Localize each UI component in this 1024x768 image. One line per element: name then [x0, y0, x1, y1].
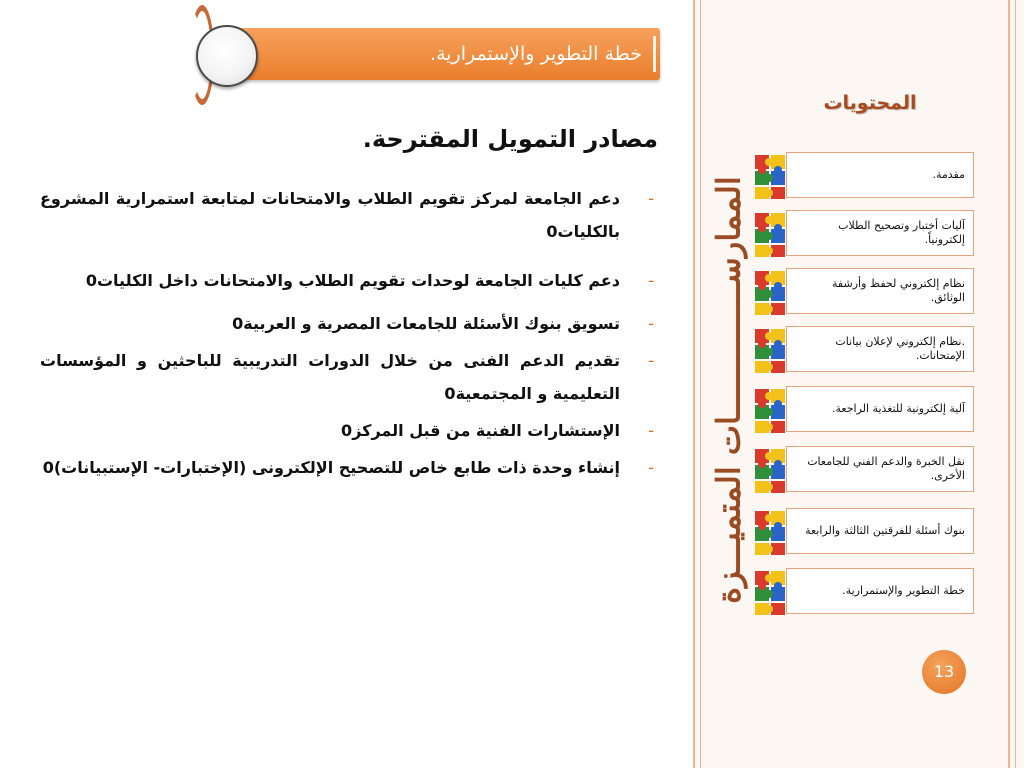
- sidebar-item[interactable]: [752, 210, 976, 258]
- sidebar-item-label: مقدمة.: [932, 168, 965, 181]
- puzzle-icon: [752, 508, 788, 558]
- decorative-stripe: [1015, 0, 1016, 768]
- puzzle-icon: [752, 152, 788, 202]
- sidebar-item[interactable]: [752, 152, 976, 200]
- sidebar-item-box[interactable]: [786, 210, 974, 256]
- sidebar-item-box[interactable]: [786, 568, 974, 614]
- sidebar-item-box[interactable]: [786, 386, 974, 432]
- sidebar-item-box[interactable]: [786, 446, 974, 492]
- puzzle-icon: [752, 326, 788, 376]
- puzzle-icon: [752, 386, 788, 436]
- bullet-text: تسويق بنوك الأسئلة للجامعات المصرية و العربية0: [232, 314, 620, 333]
- sidebar-item-label: نقل الخبرة والدعم الفني للجامعات الأخرى.: [807, 455, 965, 482]
- header-title-bar: [222, 28, 660, 80]
- bullet-text: إنشاء وحدة ذات طابع خاص للتصحيح الإلكترونى (الإختبارات- الإستبيانات)0: [42, 458, 620, 477]
- bullet-dash-icon: -: [648, 189, 654, 208]
- sidebar-item-label: آلية إلكترونية للتغذية الراجعة.: [832, 402, 965, 415]
- puzzle-icon: [752, 568, 788, 618]
- puzzle-icon: [752, 210, 788, 260]
- sidebar-item-label: خطة التطوير والإستمرارية.: [842, 584, 965, 597]
- sidebar-item-label: آليات أختبار وتصحيح الطلاب إلكترونياً.: [838, 219, 965, 246]
- bullet-item: [40, 182, 660, 248]
- bullet-dash-icon: -: [648, 421, 654, 440]
- bullet-text: دعم كليات الجامعة لوحدات تقويم الطلاب والامتحانات داخل الكليات0: [85, 271, 620, 290]
- sidebar-item-box[interactable]: [786, 268, 974, 314]
- vertical-title: [706, 90, 752, 690]
- vertical-title-text: الممارســــــــــــــات المتميـــزة: [710, 176, 749, 604]
- sidebar-item-box[interactable]: [786, 326, 974, 372]
- bullet-item: [40, 264, 660, 297]
- bullet-dash-icon: -: [648, 314, 654, 333]
- bullet-item: [40, 451, 660, 484]
- bullet-text: تقديم الدعم الفنى من خلال الدورات التدريبية للباحثين و المؤسسات التعليمية و المجتمعية0: [40, 351, 620, 403]
- puzzle-icon: [752, 446, 788, 496]
- sidebar-item[interactable]: [752, 268, 976, 316]
- sidebar-item[interactable]: [752, 386, 976, 434]
- bullet-item: [40, 414, 660, 447]
- header-title: خطة التطوير والإستمرارية.: [430, 43, 642, 65]
- decorative-stripe: [1008, 0, 1010, 768]
- bullet-list: [40, 182, 660, 496]
- header-circle-icon: [196, 25, 258, 87]
- page-number: 13: [922, 650, 966, 694]
- sidebar-item[interactable]: [752, 508, 976, 556]
- bullet-item: [40, 344, 660, 410]
- bullet-text: دعم الجامعة لمركز تقويم الطلاب والامتحانات لمتابعة استمرارية المشروع بالكليات0: [40, 189, 620, 241]
- main-heading: مصادر التمويل المقترحة.: [362, 125, 658, 153]
- sidebar-item[interactable]: [752, 446, 976, 494]
- bullet-text: الإستشارات الفنية من قبل المركز0: [341, 421, 620, 440]
- bullet-dash-icon: -: [648, 271, 654, 290]
- bullet-dash-icon: -: [648, 458, 654, 477]
- decorative-stripe: [693, 0, 695, 768]
- sidebar-item[interactable]: [752, 326, 976, 374]
- sidebar-title: المحتويات: [823, 92, 917, 114]
- sidebar-item[interactable]: [752, 568, 976, 616]
- puzzle-icon: [752, 268, 788, 318]
- decorative-stripe: [700, 0, 701, 768]
- bullet-dash-icon: -: [648, 351, 654, 370]
- bullet-item: [40, 307, 660, 340]
- sidebar-item-box[interactable]: [786, 152, 974, 198]
- sidebar-item-label: .نظام إلكتروني لإعلان بيانات الإمتحانات.: [835, 335, 965, 362]
- sidebar-item-label: بنوك أسئلة للفرقتين الثالثة والرابعة: [805, 524, 965, 537]
- sidebar-item-label: نظام إلكتروني لحفظ وأرشفة الوثائق.: [832, 277, 965, 304]
- title-bar-edge: [653, 36, 656, 72]
- sidebar-item-box[interactable]: [786, 508, 974, 554]
